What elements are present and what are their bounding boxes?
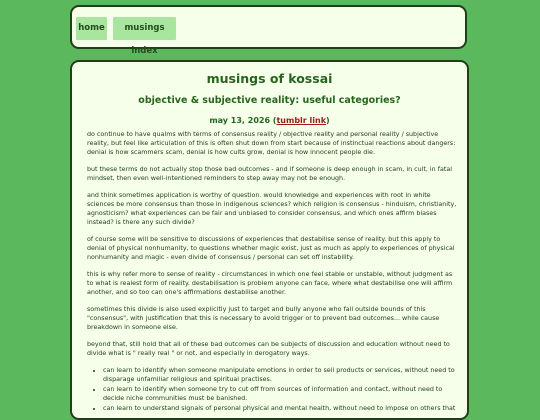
- site-title: musings of kossai: [206, 71, 333, 86]
- post-paragraph: beyond that, still hold that all of these bad outcomes can be subjects of discussion and education without need to divide what is " really real " or not, and especially in derogatory ways.: [87, 341, 450, 357]
- post-list: [87, 366, 459, 413]
- post-date-text: may 13, 2026 (: [209, 116, 277, 125]
- tumblr-link[interactable]: tumblr link: [276, 116, 327, 125]
- post-date: [72, 116, 467, 125]
- main-content-panel: [70, 60, 469, 420]
- nav-musings-index-button[interactable]: musings index: [113, 17, 176, 40]
- post-paragraph: and think sometimes application is worthy of question. would knowledge and experiences with root in white sciences be more consensus than those in indigenous sciences? which religion is consensus - hinduism, christianity, agnosticism? what experiences can be fair and unbiased to consider consensus, and which ones affirm biases instead? is there any such divide?: [87, 192, 457, 226]
- post-paragraph: sometimes this divide is also used explicitly just to target and bully anyone who fall outside bounds of this "consensus", with justification that this is necessary to avoid trigger or to prevent bad outcomes... while cause breakdown in someone else.: [87, 306, 440, 331]
- post-paragraph: do continue to have qualms with terms of consensus reality / objective reality and personal reality / subjective reality, but feel like articulation of this is often shut down from start because of instinctual reactions about dangers: denial is how scammers scam, denial is how cults grow, denial is how innocent people die.: [87, 131, 456, 156]
- post-date-close: ): [326, 116, 330, 125]
- post-title: objective & subjective reality: useful categories?: [138, 95, 401, 106]
- post-body: [87, 130, 459, 414]
- list-item: • can learn to understand signals of personal physical and mental health, without need to impose on others that: [103, 404, 459, 413]
- post-paragraph: of course some will be sensitive to discussions of experiences that destabilise sense of reality. but this apply to denial of physical nonhumanity, to questions whether magic exist, just as much as apply to experiences of physical nonhumanity and magic - even divide of consensus / personal can set off instability.: [87, 236, 455, 261]
- list-item: • can learn to identify when someone try to cut off from sources of information and contact, without need to decide niche communities must be banished.: [103, 385, 459, 403]
- post-paragraph: but these terms do not actually stop those bad outcomes - and if someone is deep enough in scam, in cult, in fatal mindset, then even well-intentioned reminders to step away may not be enough.: [87, 166, 452, 182]
- top-nav: [70, 5, 467, 56]
- post-paragraph: this is why refer more to sense of reality - circumstances in which one feel stable or unstable, without judgment as to what is realest form of reality. destabilisation is problem anyone can face, where what destabilise one will affirm another, and so too can one's affirmations destabilise another.: [87, 271, 453, 296]
- nav-home-button[interactable]: home: [76, 17, 107, 40]
- list-item: • can learn to identify when someone manipulate emotions in order to sell products or services, without need to disparage unfamiliar religious and spiritual practises.: [103, 366, 459, 384]
